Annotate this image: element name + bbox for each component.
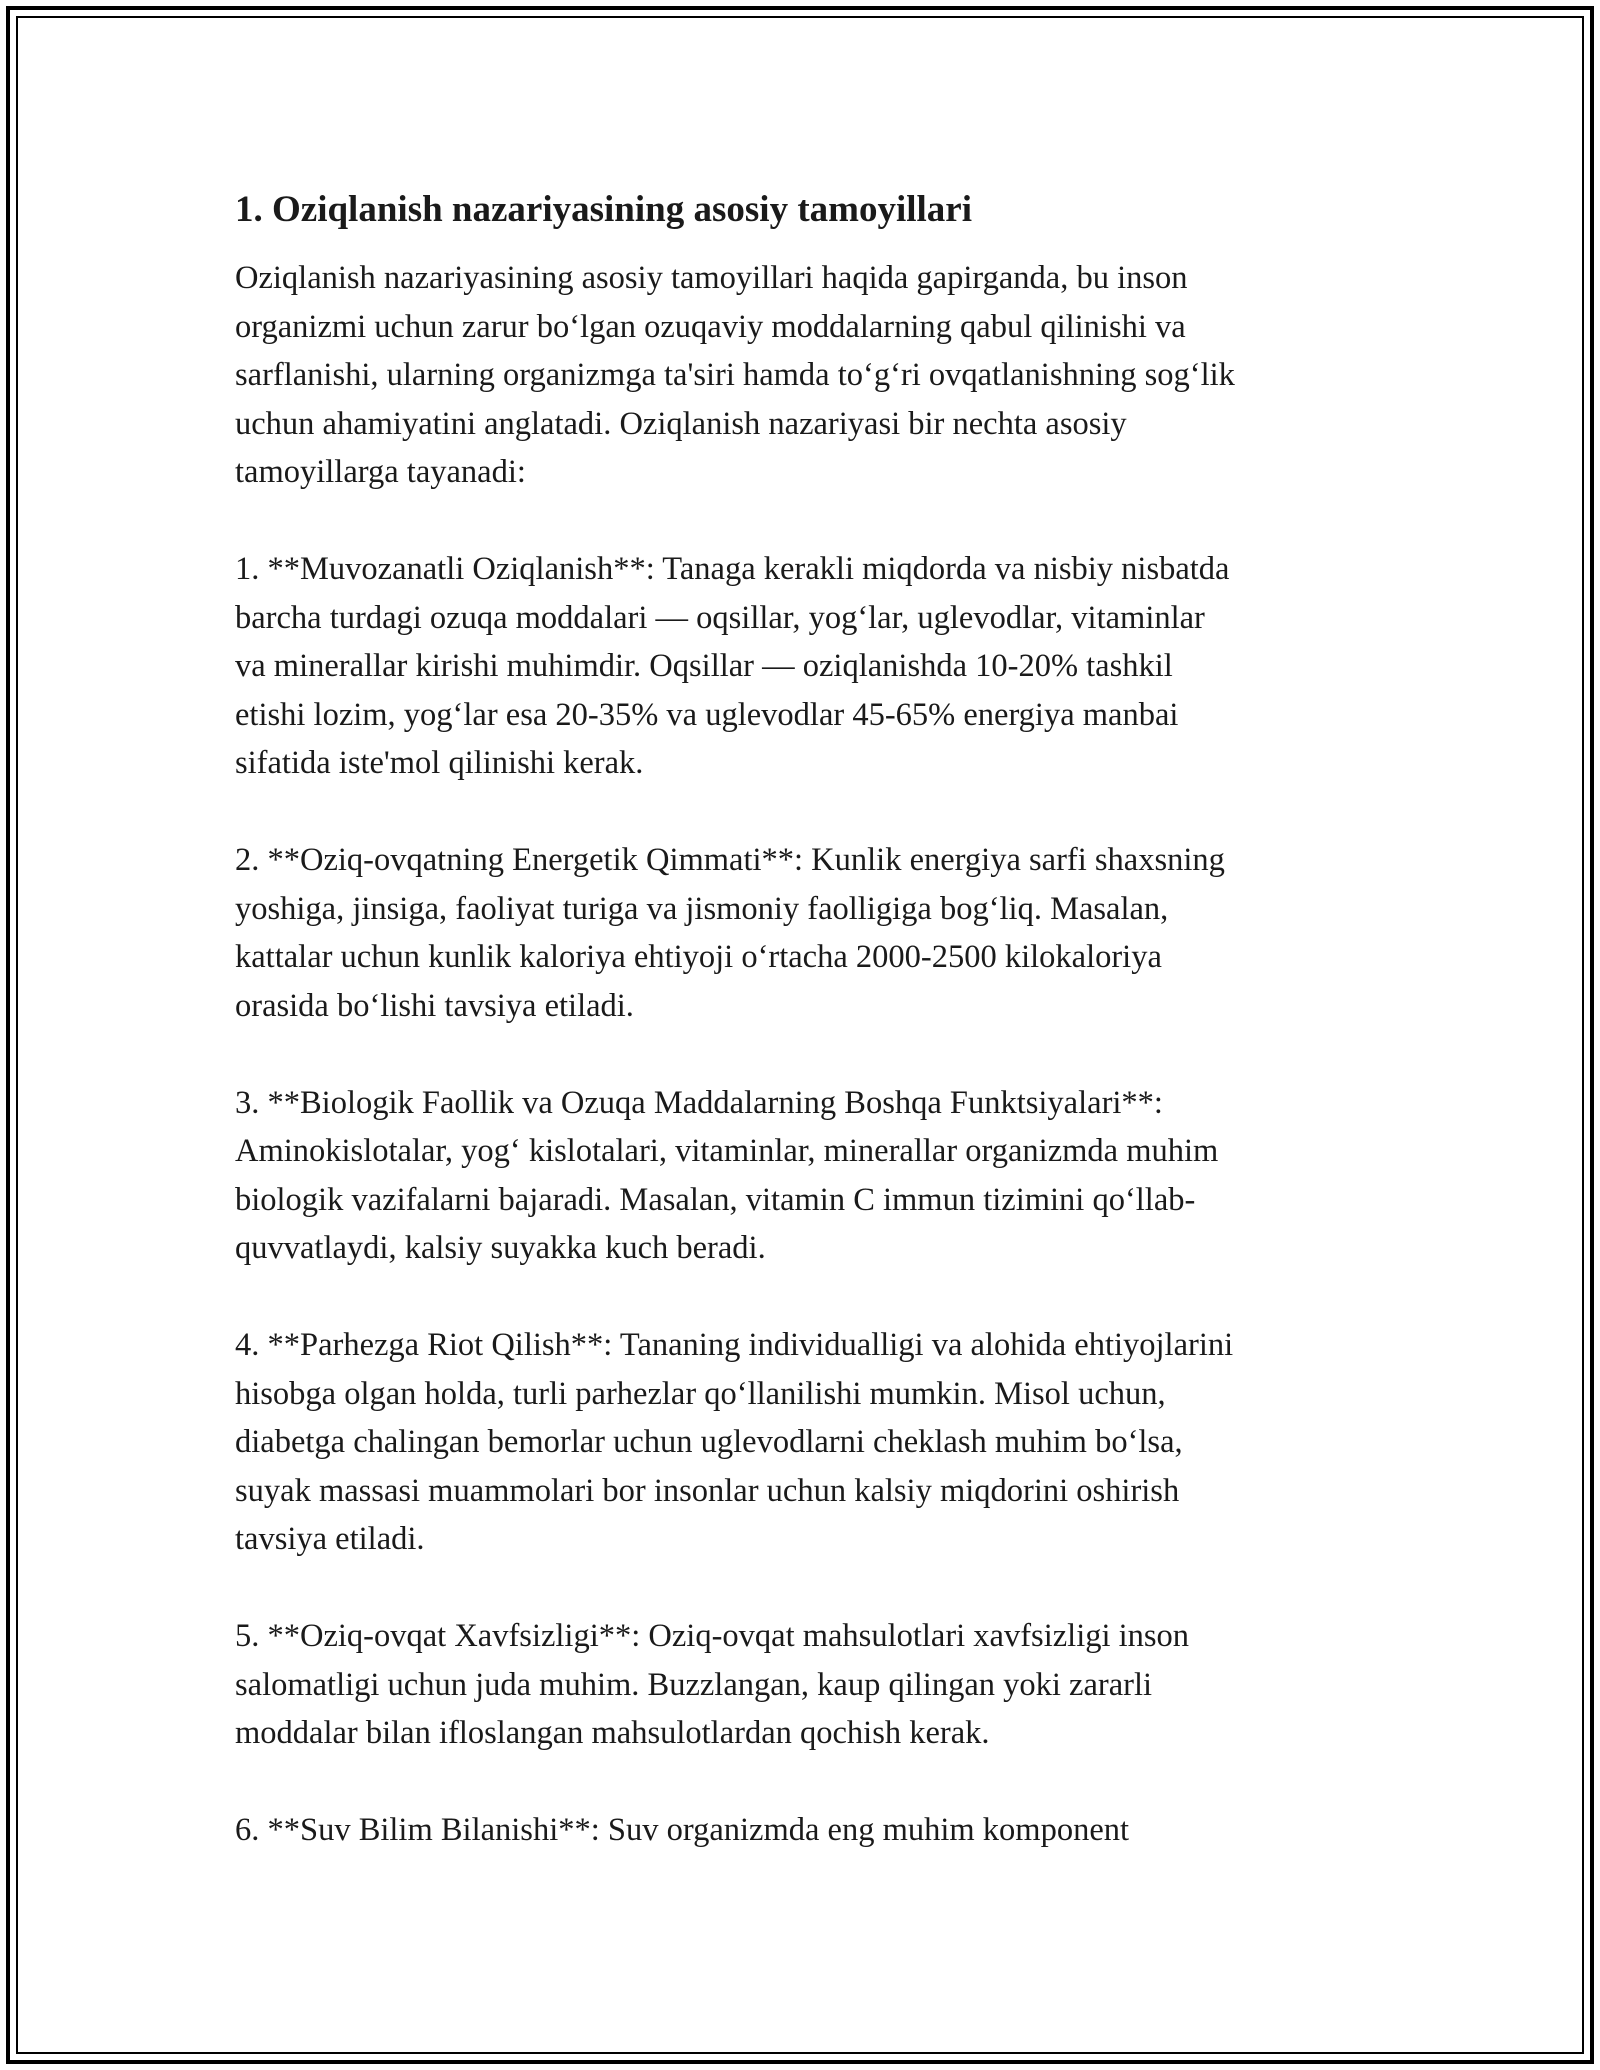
text-line: Aminokislotalar, yog‘ kislotalari, vitaminlar, minerallar organizmda muhim bbox=[235, 1133, 1219, 1169]
text-line: sarflanishi, ularning organizmga ta'siri hamda to‘g‘ri ovqatlanishning sog‘lik bbox=[235, 357, 1235, 393]
text-line: barcha turdagi ozuqa moddalari — oqsillar, yog‘lar, uglevodlar, vitaminlar bbox=[235, 599, 1205, 636]
text-line: Oziqlanish nazariyasining asosiy tamoyillari haqida gapirganda, bu inson bbox=[235, 260, 1188, 296]
text-line: biologik vazifalarni bajaradi. Masalan, vitamin C immun tizimini qo‘llab- bbox=[235, 1181, 1196, 1218]
list-item-paragraph bbox=[235, 1321, 1375, 1564]
text-line: 1. **Muvozanatli Oziqlanish**: Tanaga kerakli miqdorda va nisbiy nisbatda bbox=[235, 551, 1230, 587]
text-line: uchun ahamiyatini anglatadi. Oziqlanish nazariyasi bir nechta asosiy bbox=[235, 405, 1127, 442]
list-item-paragraph bbox=[235, 836, 1375, 1030]
text-line: quvvatlaydi, kalsiy suyakka kuch beradi. bbox=[235, 1230, 766, 1266]
text-line: tamoyillarga tayanadi: bbox=[235, 454, 526, 490]
text-line: etishi lozim, yog‘lar esa 20-35% va uglevodlar 45-65% energiya manbai bbox=[235, 696, 1179, 733]
text-line: hisobga olgan holda, turli parhezlar qo‘llanilishi mumkin. Misol uchun, bbox=[235, 1375, 1166, 1412]
document-body bbox=[235, 186, 1375, 1903]
text-line: 5. **Oziq-ovqat Xavfsizligi**: Oziq-ovqat mahsulotlari xavfsizligi inson bbox=[235, 1618, 1190, 1654]
intro-paragraph bbox=[235, 254, 1375, 497]
text-line: 2. **Oziq-ovqatning Energetik Qimmati**: Kunlik energiya sarfi shaxsning bbox=[235, 842, 1225, 878]
text-line: sifatida iste'mol qilinishi kerak. bbox=[235, 745, 644, 781]
text-line: moddalar bilan ifloslangan mahsulotlardan qochish kerak. bbox=[235, 1715, 990, 1751]
text-line: 3. **Biologik Faollik va Ozuqa Maddalarning Boshqa Funktsiyalari**: bbox=[235, 1084, 1163, 1121]
text-line: suyak massasi muammolari bor insonlar uchun kalsiy miqdorini oshirish bbox=[235, 1472, 1180, 1509]
text-line: tavsiya etiladi. bbox=[235, 1521, 425, 1557]
document-title: 1. Oziqlanish nazariyasining asosiy tamoyillari bbox=[235, 189, 973, 230]
list-item-paragraph bbox=[235, 1806, 1375, 1855]
text-line: kattalar uchun kunlik kaloriya ehtiyoji o‘rtacha 2000-2500 kilokaloriya bbox=[235, 939, 1162, 975]
text-line: salomatligi uchun juda muhim. Buzzlangan, kaup qilingan yoki zararli bbox=[235, 1666, 1152, 1703]
list-item-paragraph bbox=[235, 1612, 1375, 1758]
text-line: va minerallar kirishi muhimdir. Oqsillar — oziqlanishda 10-20% tashkil bbox=[235, 648, 1173, 684]
text-line: diabetga chalingan bemorlar uchun uglevodlarni cheklash muhim bo‘lsa, bbox=[235, 1424, 1183, 1460]
text-line: yoshiga, jinsiga, faoliyat turiga va jismoniy faolligiga bog‘liq. Masalan, bbox=[235, 890, 1169, 927]
text-line: 4. **Parhezga Riot Qilish**: Tananing individualligi va alohida ehtiyojlarini bbox=[235, 1327, 1234, 1363]
list-item-paragraph bbox=[235, 545, 1375, 788]
text-line: 6. **Suv Bilim Bilanishi**: Suv organizmda eng muhim komponent bbox=[235, 1812, 1130, 1848]
list-item-paragraph bbox=[235, 1079, 1375, 1273]
text-line: organizmi uchun zarur bo‘lgan ozuqaviy moddalarning qabul qilinishi va bbox=[235, 308, 1186, 345]
text-line: orasida bo‘lishi tavsiya etiladi. bbox=[235, 987, 634, 1024]
